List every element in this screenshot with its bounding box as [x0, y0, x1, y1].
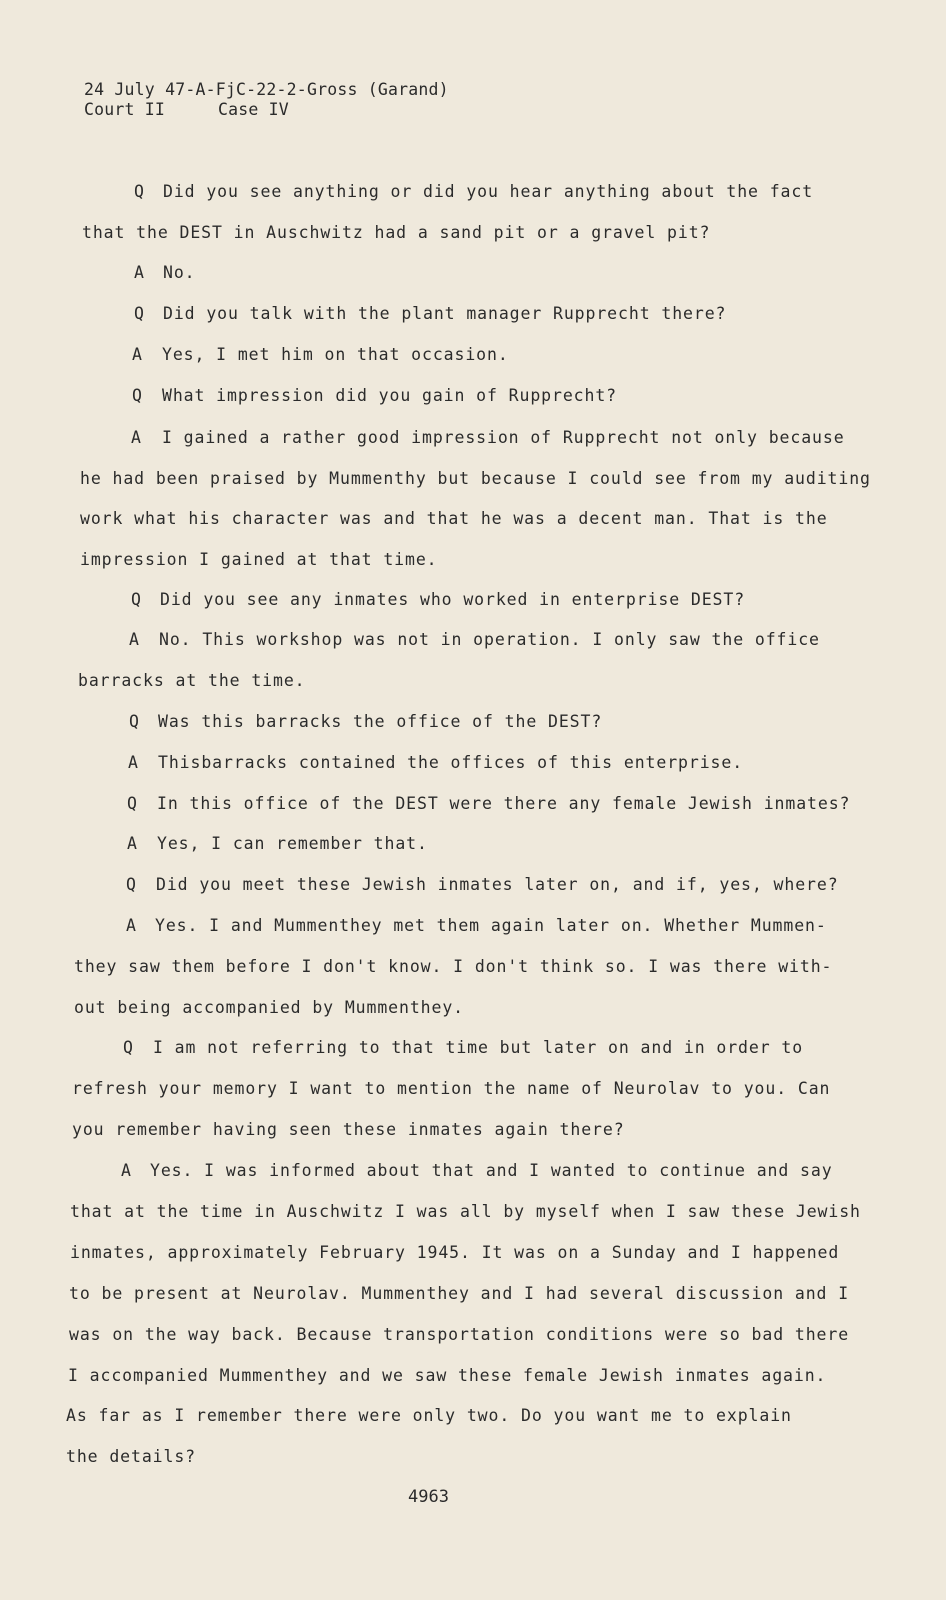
testimony-line: impression I gained at that time.	[80, 550, 438, 569]
testimony-line: No. This workshop was not in operation. I only saw the office	[159, 630, 820, 649]
testimony-line: you remember having seen these inmates again there?	[72, 1120, 625, 1139]
testimony-line: Did you talk with the plant manager Rupprecht there?	[163, 304, 727, 323]
testimony-line: As far as I remember there were only two. Do you want me to explain	[66, 1406, 792, 1425]
speaker-label: Q	[123, 1038, 133, 1057]
speaker-label: A	[127, 834, 137, 853]
testimony-line: No.	[163, 263, 196, 282]
testimony-line: Yes. I was informed about that and I wanted to continue and say	[150, 1161, 833, 1180]
testimony-line: refresh your memory I want to mention the name of Neurolav to you. Can	[72, 1079, 831, 1098]
testimony-line: Did you meet these Jewish inmates later on, and if, yes, where?	[156, 875, 839, 894]
testimony-line: I gained a rather good impression of Rupprecht not only because	[162, 428, 845, 447]
testimony-line: Yes, I met him on that occasion.	[162, 345, 509, 364]
court-label: Court II	[84, 100, 166, 119]
speaker-label: Q	[129, 712, 139, 731]
testimony-line: that the DEST in Auschwitz had a sand pit or a gravel pit?	[82, 223, 711, 242]
speaker-label: A	[131, 428, 141, 447]
header-line: 24 July 47-A-FjC-22-2-Gross (Garand)	[84, 80, 449, 99]
speaker-label: A	[134, 263, 144, 282]
page-number: 4963	[408, 1487, 449, 1507]
testimony-line: that at the time in Auschwitz I was all by myself when I saw these Jewish	[70, 1202, 861, 1221]
speaker-label: A	[128, 753, 138, 772]
testimony-line: Did you see any inmates who worked in enterprise DEST?	[160, 590, 746, 609]
testimony-line: inmates, approximately February 1945. It was on a Sunday and I happened	[70, 1243, 840, 1262]
speaker-label: A	[121, 1161, 131, 1180]
speaker-label: A	[129, 630, 139, 649]
speaker-label: Q	[132, 386, 142, 405]
testimony-line: Yes, I can remember that.	[157, 834, 428, 853]
testimony-line: Yes. I and Mummenthey met them again later on. Whether Mummen-	[155, 916, 827, 935]
testimony-line: they saw them before I don't know. I don't think so. I was there with-	[74, 957, 833, 976]
testimony-line: barracks at the time.	[78, 671, 306, 690]
testimony-line: In this office of the DEST were there any female Jewish inmates?	[157, 794, 851, 813]
testimony-line: the details?	[66, 1447, 197, 1466]
speaker-label: Q	[126, 875, 136, 894]
testimony-line: he had been praised by Mummenthy but because I could see from my auditing	[80, 469, 871, 488]
speaker-label: A	[132, 345, 142, 364]
testimony-line: Did you see anything or did you hear anything about the fact	[163, 182, 814, 201]
testimony-line: work what his character was and that he was a decent man. That is the	[80, 509, 828, 528]
speaker-label: Q	[134, 182, 144, 201]
testimony-line: What impression did you gain of Rupprecht?	[162, 386, 618, 405]
case-label: Case IV	[218, 100, 289, 119]
testimony-line: was on the way back. Because transportation conditions were so bad there	[69, 1325, 850, 1344]
testimony-line: I accompanied Mummenthey and we saw these female Jewish inmates again.	[68, 1366, 827, 1385]
speaker-label: Q	[134, 304, 144, 323]
testimony-line: I am not referring to that time but later on and in order to	[153, 1038, 804, 1057]
testimony-line: out being accompanied by Mummenthey.	[74, 998, 465, 1017]
testimony-line: Thisbarracks contained the offices of this enterprise.	[158, 753, 744, 772]
testimony-line: Was this barracks the office of the DEST?	[158, 712, 603, 731]
testimony-line: to be present at Neurolav. Mummenthey and I had several discussion and I	[69, 1284, 850, 1303]
speaker-label: A	[126, 916, 136, 935]
speaker-label: Q	[127, 794, 137, 813]
speaker-label: Q	[131, 590, 141, 609]
